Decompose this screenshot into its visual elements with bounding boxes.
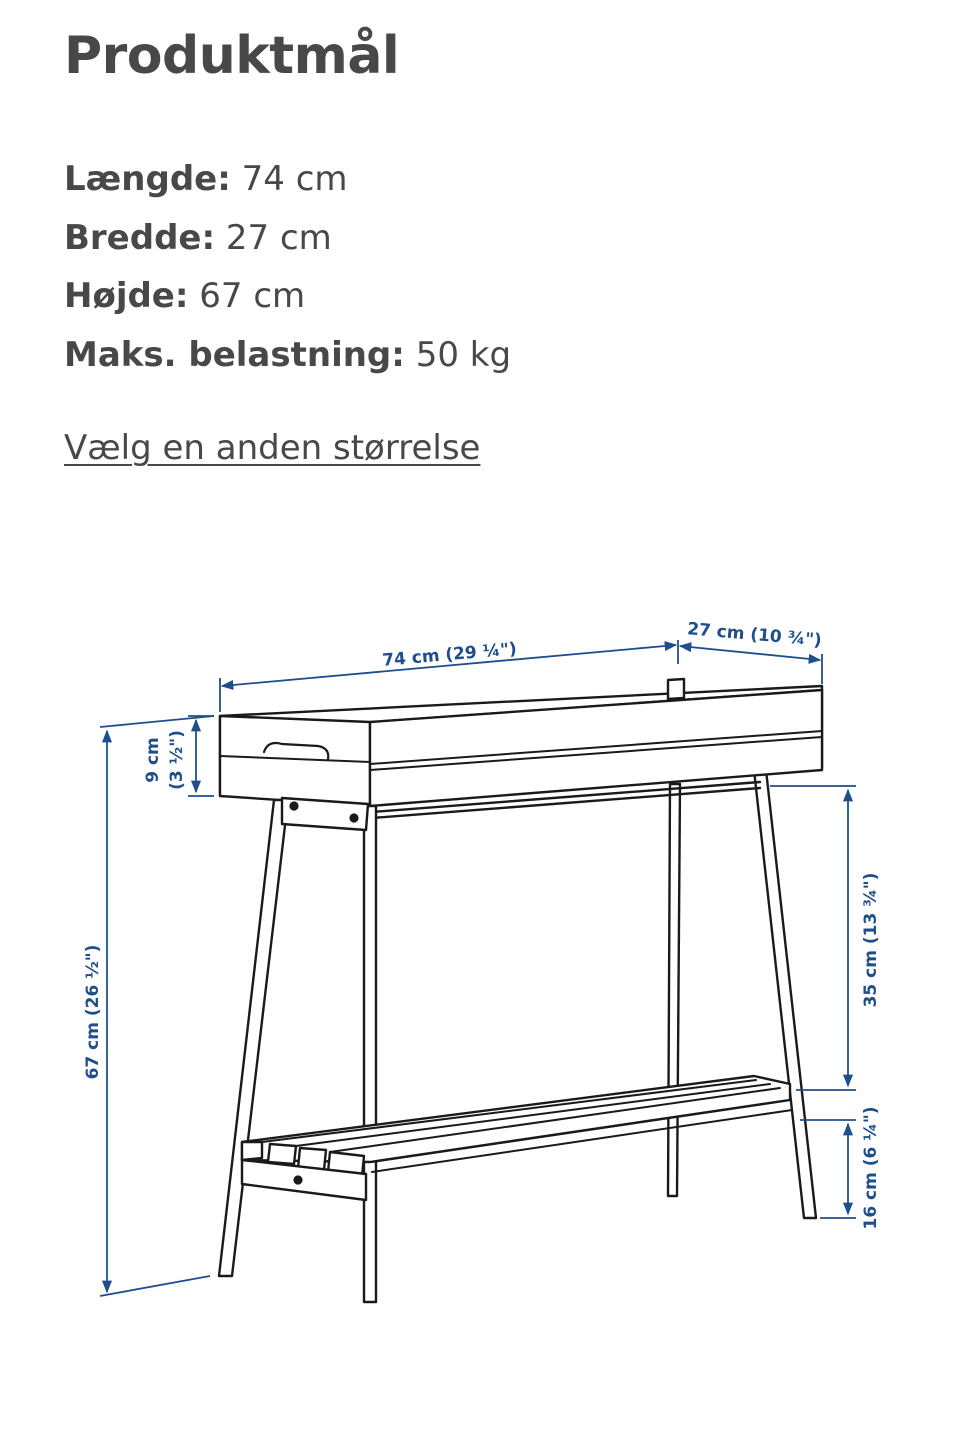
dimension-value: 67 cm xyxy=(199,276,306,316)
choose-other-size-link[interactable]: Vælg en anden størrelse xyxy=(64,428,481,468)
dimensions-list xyxy=(64,150,511,384)
length-dimension-label: 74 cm (29 ¼") xyxy=(381,639,518,671)
product-dimension-drawing xyxy=(0,590,960,1330)
page-title: Produktmål xyxy=(64,26,400,86)
dimension-width xyxy=(64,209,511,268)
lower-clearance-label: 16 cm (6 ¼") xyxy=(861,1106,881,1230)
tray-height-in-label: (3 ½") xyxy=(167,730,187,790)
dimension-label: Længde: xyxy=(64,159,231,199)
total-height-label: 67 cm (26 ½") xyxy=(83,944,103,1080)
dimension-label: Maks. belastning: xyxy=(64,334,405,375)
dimension-value: 50 kg xyxy=(415,334,512,375)
dimension-max-load xyxy=(64,326,511,385)
dimension-label: Bredde: xyxy=(64,217,216,258)
upper-clearance-label: 35 cm (13 ¾") xyxy=(861,872,881,1008)
dimension-label: Højde: xyxy=(64,276,189,316)
dimension-length xyxy=(64,150,511,209)
plant-stand-illustration xyxy=(219,679,822,1302)
dimension-height xyxy=(64,267,511,326)
dimension-value: 27 cm xyxy=(225,217,332,258)
width-dimension-label: 27 cm (10 ¾") xyxy=(686,619,823,651)
dimension-value: 74 cm xyxy=(241,159,348,199)
tray-height-cm-label: 9 cm xyxy=(143,737,163,783)
